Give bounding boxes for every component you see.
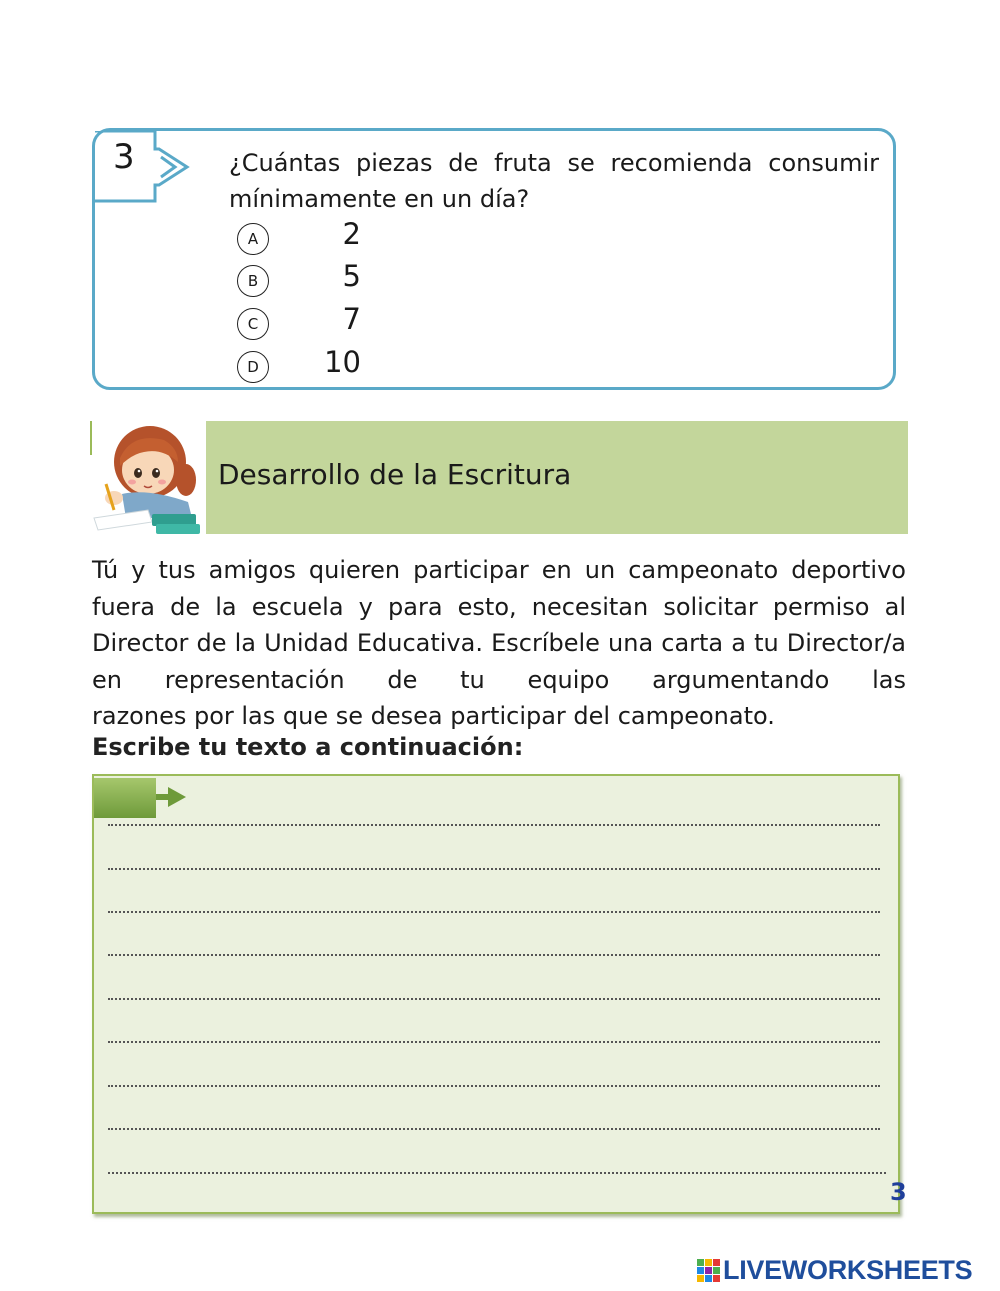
arrow-tag-icon: [94, 776, 190, 820]
writing-line[interactable]: [108, 824, 880, 826]
prompt-paragraph: [92, 552, 906, 698]
question-card: [92, 128, 896, 390]
writing-area[interactable]: [92, 774, 900, 1214]
liveworksheets-logo-icon: [697, 1259, 721, 1283]
option-value: 5: [342, 259, 361, 293]
prompt-paragraph-main: Tú y tus amigos quieren participar en un campeonato deportivo fuera de la escuela y para esto, necesitan solicitar permiso al Director de la Unidad Educativa. Escríbele una carta a tu Director/a en representación de tu equipo argumentando las: [92, 556, 906, 694]
writing-instruction: Escribe tu texto a continuación:: [92, 733, 524, 761]
option-letter[interactable]: C: [237, 308, 269, 340]
option-value: 2: [342, 217, 361, 251]
option-value: 10: [324, 345, 361, 379]
question-number: 3: [113, 137, 135, 177]
writing-line[interactable]: [108, 911, 880, 913]
option-letter[interactable]: A: [237, 223, 269, 255]
prompt-paragraph-last-line: razones por las que se desea participar del campeonato.: [92, 702, 775, 730]
writing-line[interactable]: [108, 954, 880, 956]
question-number-tab: [95, 131, 205, 203]
writing-line[interactable]: [108, 868, 880, 870]
option-letter[interactable]: B: [237, 265, 269, 297]
section-title: Desarrollo de la Escritura: [218, 458, 572, 491]
question-text: ¿Cuántas piezas de fruta se recomienda consumir mínimamente en un día?: [229, 149, 879, 213]
option-value: 7: [342, 302, 361, 336]
writing-line[interactable]: [108, 1085, 880, 1087]
writing-line[interactable]: [108, 998, 880, 1000]
girl-writing-illustration: [92, 418, 210, 538]
writing-line[interactable]: [108, 1041, 880, 1043]
liveworksheets-brand: LIVEWORKSHEETS: [723, 1255, 973, 1285]
page-number: 3: [890, 1178, 907, 1206]
writing-line[interactable]: [108, 1172, 886, 1174]
writing-line[interactable]: [108, 1128, 880, 1130]
option-letter[interactable]: D: [237, 351, 269, 383]
